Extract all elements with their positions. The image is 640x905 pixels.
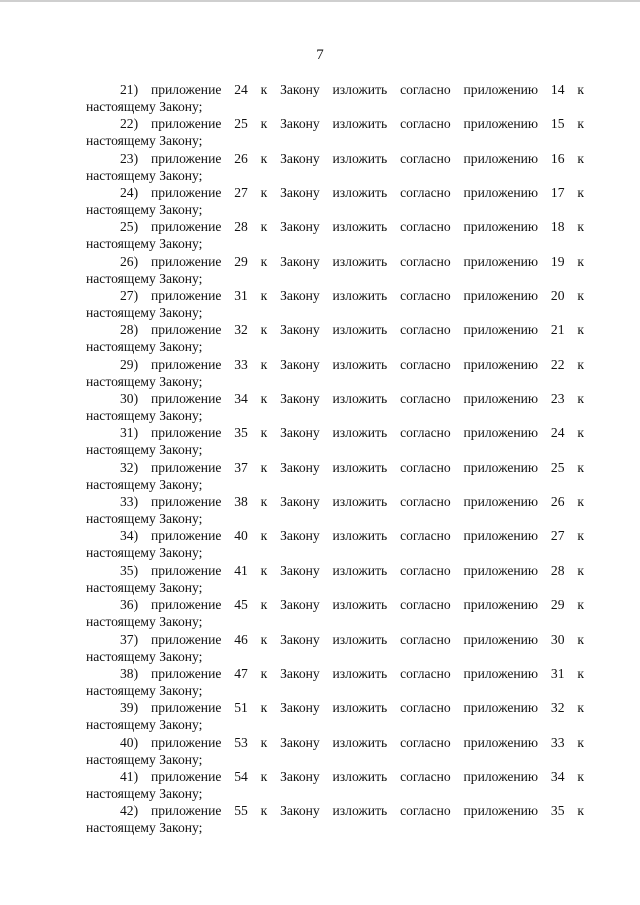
word-to-end: к	[577, 665, 584, 681]
word-appendix: приложение	[150, 253, 222, 269]
target-appendix-number: 32	[550, 700, 565, 716]
word-appendix: приложение	[150, 288, 222, 304]
word-state: изложить	[332, 82, 388, 97]
word-to-end: к	[577, 322, 584, 338]
list-item-continuation: настоящему Закону;	[86, 236, 203, 252]
appendix-number: 32	[234, 322, 248, 338]
list-item-first-line	[86, 768, 584, 785]
list-item	[86, 768, 584, 802]
word-state: изложить	[332, 803, 388, 819]
word-state: изложить	[332, 734, 388, 750]
word-to: к	[260, 768, 268, 784]
list-item-continuation: настоящему Закону;	[86, 785, 203, 801]
item-number: 26)	[120, 253, 139, 269]
word-appendix: приложение	[150, 700, 222, 716]
word-law: Закону	[280, 391, 320, 407]
target-appendix-number: 18	[550, 219, 565, 235]
word-according: согласно	[400, 356, 451, 372]
word-to-appendix: приложению	[463, 700, 539, 716]
word-according: согласно	[400, 562, 451, 578]
word-state: изложить	[332, 219, 388, 235]
word-to: к	[260, 631, 268, 647]
list-item-first-line	[86, 631, 584, 648]
word-to-end: к	[577, 150, 584, 166]
item-number: 30)	[120, 391, 139, 407]
appendix-number: 40	[234, 528, 248, 544]
appendix-number: 55	[234, 803, 248, 819]
word-according: согласно	[400, 597, 451, 613]
list-item	[86, 596, 584, 630]
list-item	[86, 356, 584, 390]
word-to-end: к	[577, 459, 584, 475]
amendment-list	[86, 81, 584, 837]
target-appendix-number: 35	[550, 803, 565, 819]
word-appendix: приложение	[150, 150, 222, 166]
list-item-first-line	[86, 184, 584, 201]
word-according: согласно	[400, 253, 451, 269]
item-number: 40)	[120, 734, 139, 750]
item-number: 29)	[120, 356, 139, 372]
target-appendix-number: 19	[550, 253, 565, 269]
word-to-end: к	[577, 288, 584, 304]
target-appendix-number: 29	[550, 597, 565, 613]
list-item-first-line	[86, 218, 584, 235]
appendix-number: 31	[234, 288, 248, 304]
word-to-appendix: приложению	[463, 734, 539, 750]
target-appendix-number: 20	[550, 288, 565, 304]
word-according: согласно	[400, 219, 451, 235]
list-item-continuation: настоящему Закону;	[86, 820, 203, 836]
item-number: 31)	[120, 425, 139, 441]
word-law: Закону	[280, 116, 320, 132]
word-according: согласно	[400, 494, 451, 510]
word-state: изложить	[332, 356, 388, 372]
list-item	[86, 493, 584, 527]
list-item-first-line	[86, 424, 584, 441]
list-item-continuation: настоящему Закону;	[86, 167, 203, 183]
word-to-end: к	[577, 391, 584, 407]
word-state: изложить	[332, 562, 388, 578]
appendix-number: 27	[234, 185, 248, 201]
word-to: к	[260, 219, 268, 235]
target-appendix-number: 33	[550, 734, 565, 750]
list-item-first-line	[86, 115, 584, 132]
target-appendix-number: 34	[550, 768, 565, 784]
list-item	[86, 631, 584, 665]
word-appendix: приложение	[150, 803, 222, 819]
word-law: Закону	[280, 665, 320, 681]
list-item	[86, 115, 584, 149]
word-appendix: приложение	[150, 665, 222, 681]
word-to-end: к	[577, 219, 584, 235]
word-state: изложить	[332, 391, 388, 407]
word-law: Закону	[280, 150, 320, 166]
list-item-continuation: настоящему Закону;	[86, 717, 203, 733]
word-to: к	[260, 253, 268, 269]
word-law: Закону	[280, 288, 320, 304]
word-to: к	[260, 288, 268, 304]
word-to-appendix: приложению	[463, 391, 539, 407]
word-according: согласно	[400, 665, 451, 681]
word-law: Закону	[280, 425, 320, 441]
list-item-continuation: настоящему Закону;	[86, 202, 203, 218]
word-to-appendix: приложению	[463, 631, 539, 647]
item-number: 41)	[120, 768, 139, 784]
word-according: согласно	[400, 391, 451, 407]
word-to-appendix: приложению	[463, 185, 539, 201]
item-number: 27)	[120, 288, 139, 304]
list-item-continuation: настоящему Закону;	[86, 751, 203, 767]
word-to: к	[260, 562, 268, 578]
word-appendix: приложение	[150, 116, 222, 132]
word-to-appendix: приложению	[463, 768, 539, 784]
word-according: согласно	[400, 768, 451, 784]
word-law: Закону	[280, 528, 320, 544]
target-appendix-number: 15	[550, 116, 565, 132]
word-appendix: приложение	[150, 425, 222, 441]
appendix-number: 28	[234, 219, 248, 235]
word-appendix: приложение	[150, 185, 222, 201]
appendix-number: 38	[234, 494, 248, 510]
page-number: 7	[316, 47, 324, 63]
appendix-number: 24	[234, 82, 248, 97]
appendix-number: 54	[234, 768, 248, 784]
word-to: к	[260, 494, 268, 510]
word-appendix: приложение	[150, 528, 222, 544]
list-item-continuation: настоящему Закону;	[86, 305, 203, 321]
item-number: 38)	[120, 665, 139, 681]
word-to: к	[260, 82, 268, 97]
word-to-end: к	[577, 425, 584, 441]
target-appendix-number: 24	[550, 425, 565, 441]
list-item-first-line	[86, 562, 584, 579]
list-item-first-line	[86, 150, 584, 167]
word-to: к	[260, 356, 268, 372]
word-appendix: приложение	[150, 219, 222, 235]
appendix-number: 41	[234, 562, 248, 578]
word-state: изложить	[332, 322, 388, 338]
list-item-continuation: настоящему Закону;	[86, 442, 203, 458]
word-state: изложить	[332, 150, 388, 166]
word-state: изложить	[332, 116, 388, 132]
word-to-appendix: приложению	[463, 528, 539, 544]
list-item	[86, 287, 584, 321]
list-item-first-line	[86, 802, 584, 819]
word-to-end: к	[577, 597, 584, 613]
list-item-first-line	[86, 596, 584, 613]
word-to-end: к	[577, 631, 584, 647]
word-law: Закону	[280, 82, 320, 97]
word-law: Закону	[280, 631, 320, 647]
word-to: к	[260, 734, 268, 750]
list-item	[86, 81, 584, 115]
list-item-continuation: настоящему Закону;	[86, 648, 203, 664]
appendix-number: 51	[234, 700, 248, 716]
word-to-end: к	[577, 494, 584, 510]
word-to-end: к	[577, 562, 584, 578]
list-item	[86, 390, 584, 424]
page-top-edge	[0, 0, 640, 2]
list-item	[86, 321, 584, 355]
word-law: Закону	[280, 597, 320, 613]
word-law: Закону	[280, 322, 320, 338]
item-number: 34)	[120, 528, 139, 544]
word-to: к	[260, 322, 268, 338]
list-item	[86, 184, 584, 218]
word-appendix: приложение	[150, 82, 222, 97]
word-law: Закону	[280, 734, 320, 750]
list-item-first-line	[86, 493, 584, 510]
list-item-continuation: настоящему Закону;	[86, 545, 203, 561]
word-according: согласно	[400, 185, 451, 201]
word-to-end: к	[577, 82, 584, 97]
word-to-appendix: приложению	[463, 150, 539, 166]
word-appendix: приложение	[150, 631, 222, 647]
word-state: изложить	[332, 597, 388, 613]
word-according: согласно	[400, 425, 451, 441]
word-according: согласно	[400, 116, 451, 132]
word-to: к	[260, 391, 268, 407]
word-to: к	[260, 116, 268, 132]
word-to-appendix: приложению	[463, 425, 539, 441]
item-number: 37)	[120, 631, 139, 647]
target-appendix-number: 14	[550, 82, 565, 97]
word-to-appendix: приложению	[463, 803, 539, 819]
word-state: изложить	[332, 288, 388, 304]
target-appendix-number: 23	[550, 391, 565, 407]
list-item-continuation: настоящему Закону;	[86, 682, 203, 698]
target-appendix-number: 22	[550, 356, 565, 372]
word-to-end: к	[577, 356, 584, 372]
word-according: согласно	[400, 150, 451, 166]
appendix-number: 53	[234, 734, 248, 750]
word-law: Закону	[280, 219, 320, 235]
appendix-number: 29	[234, 253, 248, 269]
list-item-continuation: настоящему Закону;	[86, 476, 203, 492]
item-number: 32)	[120, 459, 139, 475]
list-item	[86, 150, 584, 184]
list-item-first-line	[86, 459, 584, 476]
word-appendix: приложение	[150, 562, 222, 578]
word-state: изложить	[332, 665, 388, 681]
word-appendix: приложение	[150, 459, 222, 475]
appendix-number: 45	[234, 597, 248, 613]
word-to-appendix: приложению	[463, 219, 539, 235]
word-according: согласно	[400, 288, 451, 304]
target-appendix-number: 27	[550, 528, 565, 544]
target-appendix-number: 21	[550, 322, 565, 338]
list-item-first-line	[86, 356, 584, 373]
word-law: Закону	[280, 803, 320, 819]
word-appendix: приложение	[150, 597, 222, 613]
word-according: согласно	[400, 528, 451, 544]
list-item	[86, 253, 584, 287]
target-appendix-number: 31	[550, 665, 565, 681]
item-number: 28)	[120, 322, 139, 338]
target-appendix-number: 30	[550, 631, 565, 647]
word-appendix: приложение	[150, 391, 222, 407]
list-item	[86, 218, 584, 252]
word-to-appendix: приложению	[463, 253, 539, 269]
word-to: к	[260, 150, 268, 166]
list-item-continuation: настоящему Закону;	[86, 339, 203, 355]
word-to: к	[260, 803, 268, 819]
target-appendix-number: 16	[550, 150, 565, 166]
list-item	[86, 734, 584, 768]
word-state: изложить	[332, 425, 388, 441]
item-number: 33)	[120, 494, 139, 510]
word-law: Закону	[280, 356, 320, 372]
list-item	[86, 527, 584, 561]
appendix-number: 26	[234, 150, 248, 166]
list-item-continuation: настоящему Закону;	[86, 614, 203, 630]
item-number: 25)	[120, 219, 139, 235]
target-appendix-number: 25	[550, 459, 565, 475]
word-to-appendix: приложению	[463, 82, 539, 97]
appendix-number: 25	[234, 116, 248, 132]
word-state: изложить	[332, 528, 388, 544]
word-to: к	[260, 459, 268, 475]
word-to-appendix: приложению	[463, 597, 539, 613]
word-to: к	[260, 665, 268, 681]
list-item-first-line	[86, 665, 584, 682]
list-item	[86, 699, 584, 733]
appendix-number: 46	[234, 631, 248, 647]
list-item-first-line	[86, 287, 584, 304]
word-law: Закону	[280, 562, 320, 578]
word-state: изложить	[332, 494, 388, 510]
word-to-end: к	[577, 116, 584, 132]
word-according: согласно	[400, 803, 451, 819]
list-item-continuation: настоящему Закону;	[86, 373, 203, 389]
appendix-number: 34	[234, 391, 248, 407]
list-item-first-line	[86, 390, 584, 407]
appendix-number: 35	[234, 425, 248, 441]
word-according: согласно	[400, 631, 451, 647]
word-appendix: приложение	[150, 734, 222, 750]
word-to-appendix: приложению	[463, 665, 539, 681]
appendix-number: 37	[234, 459, 248, 475]
list-item-first-line	[86, 734, 584, 751]
word-to: к	[260, 425, 268, 441]
list-item-continuation: настоящему Закону;	[86, 270, 203, 286]
word-law: Закону	[280, 185, 320, 201]
target-appendix-number: 17	[550, 185, 565, 201]
list-item-first-line	[86, 321, 584, 338]
item-number: 24)	[120, 185, 139, 201]
list-item-continuation: настоящему Закону;	[86, 579, 203, 595]
word-state: изложить	[332, 768, 388, 784]
word-to-appendix: приложению	[463, 562, 539, 578]
word-according: согласно	[400, 82, 451, 97]
word-to-end: к	[577, 253, 584, 269]
word-appendix: приложение	[150, 768, 222, 784]
word-state: изложить	[332, 631, 388, 647]
word-to-appendix: приложению	[463, 494, 539, 510]
appendix-number: 33	[234, 356, 248, 372]
word-to-appendix: приложению	[463, 288, 539, 304]
word-state: изложить	[332, 253, 388, 269]
word-appendix: приложение	[150, 322, 222, 338]
item-number: 21)	[120, 82, 139, 97]
word-appendix: приложение	[150, 494, 222, 510]
item-number: 42)	[120, 803, 139, 819]
item-number: 22)	[120, 116, 139, 132]
target-appendix-number: 26	[550, 494, 565, 510]
list-item	[86, 665, 584, 699]
item-number: 35)	[120, 562, 139, 578]
word-to-end: к	[577, 528, 584, 544]
word-to-end: к	[577, 700, 584, 716]
word-law: Закону	[280, 459, 320, 475]
word-according: согласно	[400, 700, 451, 716]
word-to-appendix: приложению	[463, 116, 539, 132]
list-item-first-line	[86, 253, 584, 270]
word-to: к	[260, 528, 268, 544]
list-item-continuation: настоящему Закону;	[86, 408, 203, 424]
item-number: 36)	[120, 597, 139, 613]
word-to-end: к	[577, 185, 584, 201]
word-to-end: к	[577, 768, 584, 784]
item-number: 39)	[120, 700, 139, 716]
list-item	[86, 424, 584, 458]
target-appendix-number: 28	[550, 562, 565, 578]
list-item-first-line	[86, 81, 584, 98]
word-according: согласно	[400, 459, 451, 475]
word-to-appendix: приложению	[463, 322, 539, 338]
word-law: Закону	[280, 253, 320, 269]
word-to: к	[260, 185, 268, 201]
appendix-number: 47	[234, 665, 248, 681]
list-item	[86, 802, 584, 836]
word-law: Закону	[280, 494, 320, 510]
list-item-first-line	[86, 699, 584, 716]
word-according: согласно	[400, 322, 451, 338]
word-to-end: к	[577, 803, 584, 819]
list-item-continuation: настоящему Закону;	[86, 133, 203, 149]
list-item	[86, 562, 584, 596]
word-to-appendix: приложению	[463, 459, 539, 475]
word-state: изложить	[332, 700, 388, 716]
word-according: согласно	[400, 734, 451, 750]
word-law: Закону	[280, 768, 320, 784]
list-item-continuation: настоящему Закону;	[86, 511, 203, 527]
list-item-continuation: настоящему Закону;	[86, 99, 203, 114]
word-state: изложить	[332, 459, 388, 475]
word-to: к	[260, 597, 268, 613]
word-appendix: приложение	[150, 356, 222, 372]
word-to: к	[260, 700, 268, 716]
word-to-end: к	[577, 734, 584, 750]
list-item	[86, 459, 584, 493]
list-item-first-line	[86, 527, 584, 544]
word-state: изложить	[332, 185, 388, 201]
word-law: Закону	[280, 700, 320, 716]
word-to-appendix: приложению	[463, 356, 539, 372]
item-number: 23)	[120, 150, 139, 166]
